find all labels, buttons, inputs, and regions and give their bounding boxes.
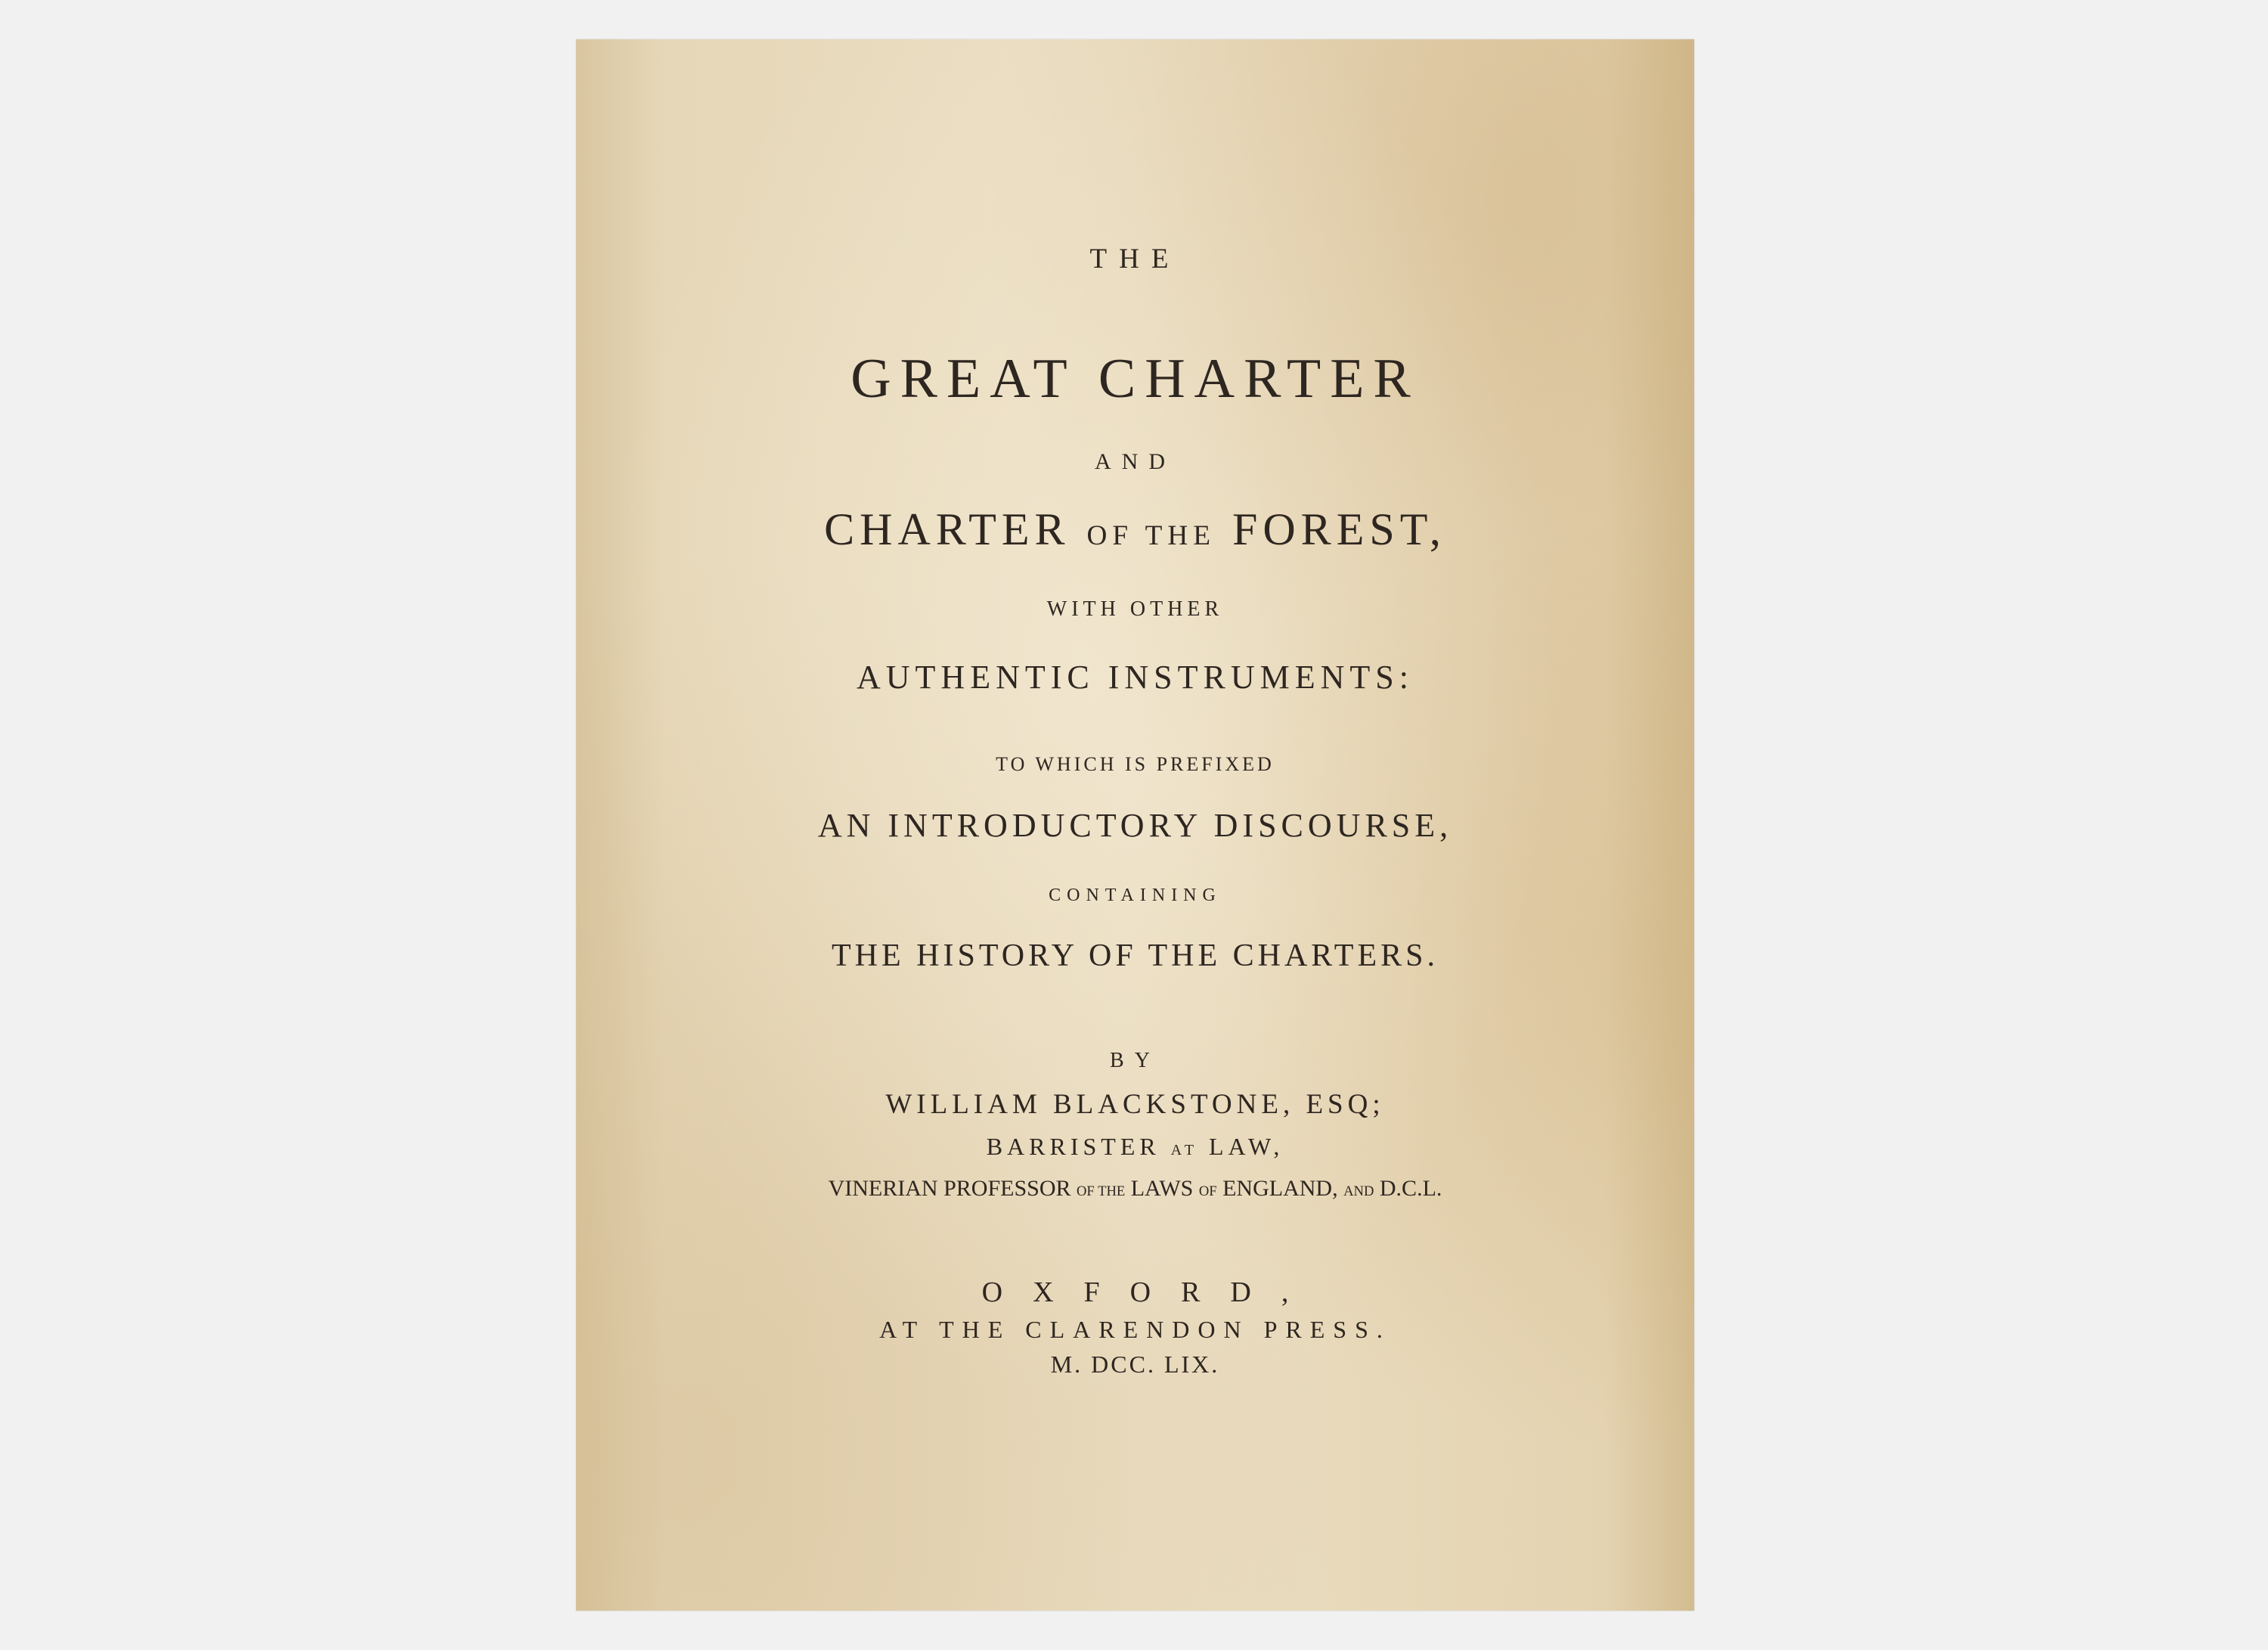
barrister-law: LAW, (1208, 1133, 1284, 1160)
title-with-other: WITH OTHER (1046, 597, 1224, 621)
imprint-year: M. DCC. LIX. (1050, 1351, 1220, 1378)
imprint-place: OXFORD, (981, 1276, 1319, 1308)
professor-and: AND (1343, 1183, 1374, 1199)
professor-of: OF (1198, 1183, 1217, 1199)
title-containing: CONTAINING (1049, 885, 1222, 905)
title-the: THE (1089, 243, 1181, 274)
title-discourse: AN INTRODUCTORY DISCOURSE, (817, 807, 1453, 844)
title-history: THE HISTORY OF THE CHARTERS. (832, 938, 1439, 973)
title-instruments: AUTHENTIC INSTRUMENTS: (857, 659, 1414, 696)
title-main: GREAT CHARTER (850, 348, 1420, 410)
professor-laws: LAWS (1130, 1176, 1194, 1201)
author-barrister (576, 1134, 1694, 1158)
author-professor (576, 1177, 1694, 1200)
subtitle-of-the: OF THE (1086, 520, 1216, 551)
imprint-press: AT THE CLARENDON PRESS. (879, 1316, 1391, 1343)
professor-of-the: OF THE (1077, 1183, 1126, 1199)
professor-england: ENGLAND, (1222, 1176, 1338, 1201)
author-by: BY (1110, 1049, 1160, 1072)
title-and: AND (1095, 449, 1176, 474)
subtitle-charter: CHARTER (824, 504, 1070, 554)
title-subtitle (576, 504, 1694, 554)
title-prefixed: TO WHICH IS PREFIXED (996, 753, 1275, 775)
barrister-word: BARRISTER (986, 1133, 1160, 1160)
professor-title: VINERIAN PROFESSOR (828, 1176, 1071, 1201)
professor-dcl: D.C.L. (1379, 1176, 1442, 1201)
barrister-at: AT (1170, 1142, 1198, 1158)
subtitle-forest: FOREST, (1232, 504, 1446, 554)
title-page-leaf (576, 39, 1694, 1611)
author-name: WILLIAM BLACKSTONE, ESQ; (885, 1089, 1385, 1120)
